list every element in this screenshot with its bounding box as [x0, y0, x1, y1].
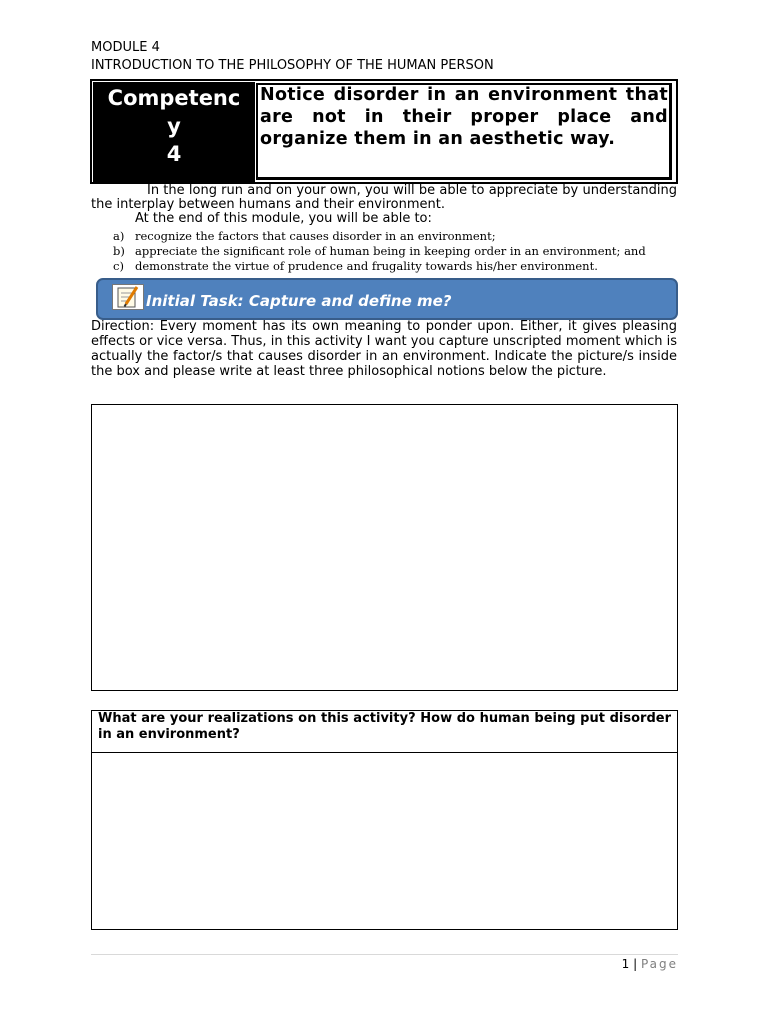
realization-answer-box[interactable]	[91, 752, 678, 930]
footer-divider	[91, 954, 678, 955]
objective-marker: b)	[113, 244, 125, 258]
task-title: Initial Task: Capture and define me?	[146, 292, 452, 310]
objective-item	[113, 244, 646, 258]
page-word: Page	[640, 957, 678, 971]
course-title: INTRODUCTION TO THE PHILOSOPHY OF THE HUMAN PERSON	[91, 58, 494, 73]
intro-paragraph	[91, 184, 677, 212]
realization-question	[91, 710, 678, 753]
competency-text: Notice disorder in an environment that are not in their proper place and organize them in an aesthetic way.	[260, 85, 668, 149]
notepad-pencil-icon	[112, 284, 144, 310]
objective-marker: a)	[113, 229, 125, 243]
objective-item	[113, 229, 496, 243]
intro-text: In the long run and on your own, you will be able to appreciate by understanding the interplay between humans and their environment.	[91, 183, 677, 212]
objective-text: demonstrate the virtue of prudence and frugality towards his/her environment.	[135, 259, 598, 273]
objective-marker: c)	[113, 259, 124, 273]
objective-text: appreciate the significant role of human being in keeping order in an environment; and	[135, 244, 646, 258]
module-number: MODULE 4	[91, 40, 160, 55]
realization-question-text: What are your realizations on this activity? How do human being put disorder in an environment?	[98, 711, 671, 742]
competency-number: 4	[166, 142, 182, 166]
picture-answer-box[interactable]	[91, 404, 678, 691]
objectives-lead: At the end of this module, you will be able to:	[135, 211, 432, 226]
footer-separator: |	[633, 957, 638, 971]
competency-label-line2: y	[167, 114, 181, 138]
page-footer	[560, 956, 678, 972]
objective-item	[113, 259, 598, 273]
competency-label	[93, 82, 255, 182]
task-direction: Direction: Every moment has its own meaning to ponder upon. Either, it gives pleasing effects or vice versa. Thus, in this activity I want you capture unscripted moment which is actually the factor/s that causes disorder in an environment. Indicate the picture/s inside the box and please write at least three philosophical notions below the picture.	[91, 319, 677, 379]
competency-label-line1: Competenc	[107, 86, 241, 110]
page-number: 1	[621, 957, 630, 971]
objective-text: recognize the factors that causes disorder in an environment;	[135, 229, 496, 243]
